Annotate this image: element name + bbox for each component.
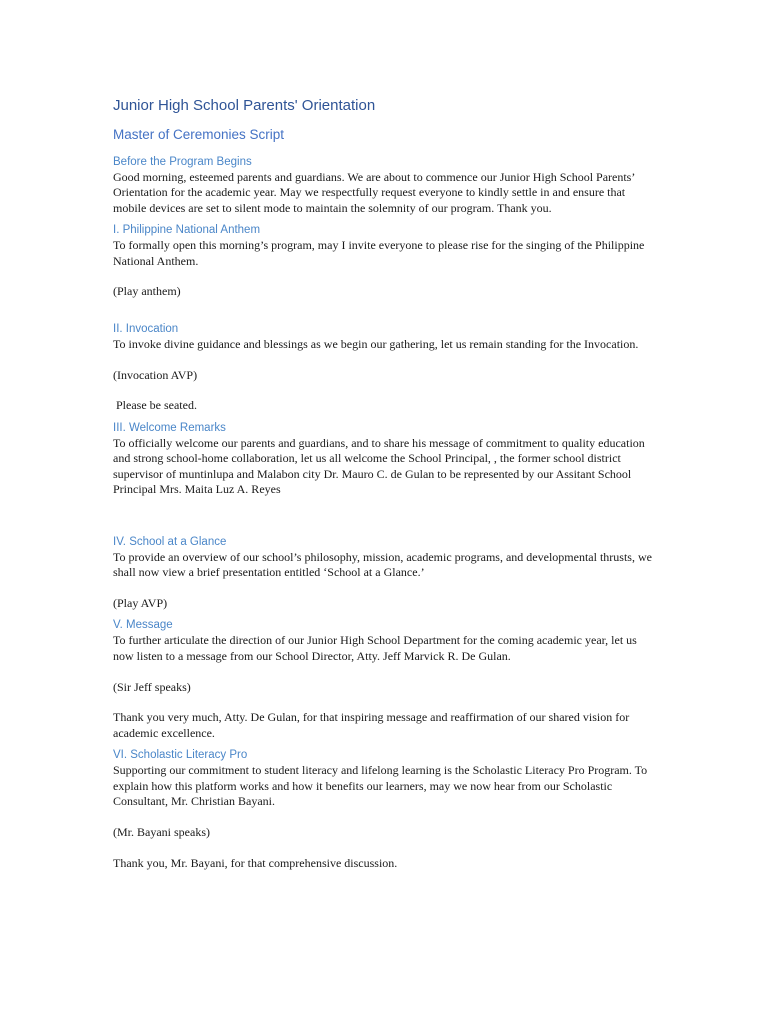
section-invocation xyxy=(113,322,658,414)
document-subtitle: Master of Ceremonies Script xyxy=(113,127,285,142)
section-message xyxy=(113,618,658,741)
section-scholastic-literacy-pro xyxy=(113,748,658,871)
paragraph: Thank you, Mr. Bayani, for that comprehensive discussion. xyxy=(113,855,398,870)
paragraph: Supporting our commitment to student literacy and lifelong learning is the Scholastic Literacy Pro Program. To explain how this platform works and how it benefits our learners, may we now hear from our Scholastic Consultant, Mr. Christian Bayani. xyxy=(113,763,648,809)
paragraph: To provide an overview of our school’s philosophy, mission, academic programs, and developmental thrusts, we shall now view a brief presentation entitled ‘School at a Glance.’ xyxy=(113,549,652,580)
paragraph: To officially welcome our parents and guardians, and to share his message of commitment to quality education and strong school-home collaboration, let us all welcome the School Principal, , the former school district supervisor of muntinlupa and Malabon city Dr. Mauro C. de Gulan to be represented by our Assitant School Principal Mrs. Maita Luz A. Reyes xyxy=(113,435,645,497)
section-heading: I. Philippine National Anthem xyxy=(113,224,261,237)
document-page xyxy=(113,96,658,871)
section-school-at-a-glance xyxy=(113,535,658,612)
section-heading: VI. Scholastic Literacy Pro xyxy=(113,749,248,762)
paragraph: Good morning, esteemed parents and guardians. We are about to commence our Junior High School Parents’ Orientation for the academic year. May we respectfully request everyone to kindly settle in and ensure that mobile devices are set to silent mode to maintain the solemnity of our program. Thank you. xyxy=(113,170,635,215)
section-heading: III. Welcome Remarks xyxy=(113,421,226,434)
section-heading: V. Message xyxy=(113,619,173,632)
section-heading: Before the Program Begins xyxy=(113,156,252,168)
stage-direction: (Sir Jeff speaks) xyxy=(113,679,191,694)
paragraph: To invoke divine guidance and blessings as we begin our gathering, let us remain standing for the Invocation. xyxy=(113,336,639,351)
stage-direction: (Play anthem) xyxy=(113,284,181,299)
paragraph: To formally open this morning’s program, may I invite everyone to please rise for the singing of the Philippine National Anthem. xyxy=(113,238,645,268)
section-welcome-remarks xyxy=(113,421,658,535)
section-before-program xyxy=(113,155,658,216)
stage-direction: (Play AVP) xyxy=(113,596,168,611)
stage-direction: (Invocation AVP) xyxy=(113,367,198,382)
section-heading: IV. School at a Glance xyxy=(113,535,227,548)
section-heading: II. Invocation xyxy=(113,322,179,335)
section-national-anthem xyxy=(113,223,658,322)
paragraph: To further articulate the direction of our Junior High School Department for the coming academic year, let us now listen to a message from our School Director, Atty. Jeff Marvick R. De Gulan. xyxy=(113,633,637,663)
paragraph: Thank you very much, Atty. De Gulan, for that inspiring message and reaffirmation of our shared vision for academic excellence. xyxy=(113,710,630,740)
document-title: Junior High School Parents' Orientation xyxy=(113,97,376,114)
paragraph: Please be seated. xyxy=(113,398,197,413)
stage-direction: (Mr. Bayani speaks) xyxy=(113,824,210,839)
